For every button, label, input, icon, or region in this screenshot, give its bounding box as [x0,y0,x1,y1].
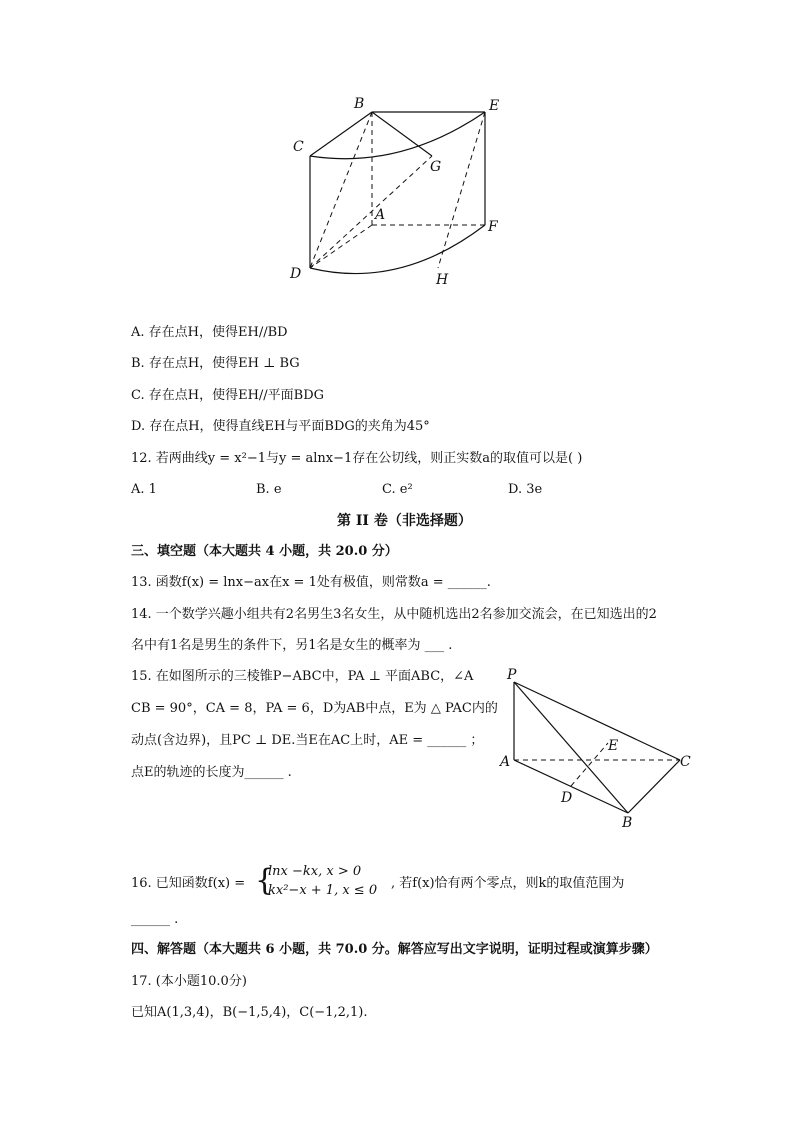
edge-bc [310,112,372,156]
section4-heading: 四、解答题（本大题共 6 小题，共 70.0 分。解答应写出文字说明，证明过程或演算步骤） [131,942,658,957]
q11-option-d: D. 存在点H，使得直线EH与平面BDG的夹角为45° [131,419,430,434]
part2-title: 第 II 卷（非选择题） [337,513,472,529]
q16-suffix: , 若f(x)恰有两个零点，则k的取值范围为 [391,876,625,891]
q15-line1: 15. 在如图所示的三棱锥P−ABC中，PA ⊥ 平面ABC，∠A [131,669,474,684]
label-b: B [622,815,633,830]
q12-stem: 12. 若两曲线y = x²−1与y = alnx−1存在公切线，则正实数a的取值可以是( ) [131,451,583,466]
q15-line3: 动点(含边界)，且PC ⊥ DE.当E在AC上时，AE = ______ ； [131,733,484,748]
label-g: G [430,159,442,175]
label-e: E [489,98,500,114]
q16-case1: lnx −kx, x > 0 [268,864,362,879]
edge-pc [514,682,680,760]
label-h: H [436,272,449,288]
q15-line2: CB = 90°，CA = 8，PA = 6，D为AB中点，E为 △ PAC内的 [131,701,498,716]
edge-bc [628,760,680,813]
label-f: F [488,219,498,235]
q12-option-a: A. 1 [131,482,157,497]
edge-ad [310,225,372,268]
figure-quarter-cylinder [280,90,520,290]
q12-option-d: D. 3e [508,482,543,497]
q17-text: 已知A(1,3,4)，B(−1,5,4)，C(−1,2,1). [131,1005,368,1020]
arc-bottom [310,225,485,274]
label-c: C [293,139,304,155]
q16-brace: { [255,863,275,898]
label-a: A [375,207,386,223]
q15-line4: 点E的轨迹的长度为______ . [131,765,292,780]
q11-option-b: B. 存在点H，使得EH ⊥ BG [131,356,300,371]
q16-blank: ______ . [131,912,179,927]
section3-heading: 三、填空题（本大题共 4 小题，共 20.0 分） [131,544,398,559]
label-b: B [354,96,365,112]
label-e: E [608,738,619,754]
label-d: D [561,790,573,806]
edge-dg [310,156,432,268]
q14-line1: 14. 一个数学兴趣小组共有2名男生3名女生，从中随机选出2名参加交流会，在已知选出的2 [131,607,657,622]
label-d: D [290,266,302,282]
q13-text: 13. 函数f(x) = lnx−ax在x = 1处有极值，则常数a = ______. [131,575,491,590]
figure-tetrahedron [498,665,703,830]
edge-bg [372,112,432,156]
edge-de [571,743,608,786]
edge-bd [310,112,372,268]
label-p: P [507,667,517,683]
q16-case2: kx²−x + 1, x ≤ 0 [268,883,378,898]
q12-option-b: B. e [256,482,282,497]
q16-prefix: 16. 已知函数f(x) = [131,876,246,891]
q12-option-c: C. e² [382,482,413,497]
arc-top [310,112,485,159]
q17-header: 17. (本小题10.0分) [131,974,247,989]
q14-line2: 名中有1名是男生的条件下，另1名是女生的概率为 ___ . [131,638,453,653]
q11-option-a: A. 存在点H，使得EH//BD [131,325,288,340]
q11-option-c: C. 存在点H，使得EH//平面BDG [131,388,325,403]
label-a: A [500,754,511,770]
label-c: C [680,754,691,770]
